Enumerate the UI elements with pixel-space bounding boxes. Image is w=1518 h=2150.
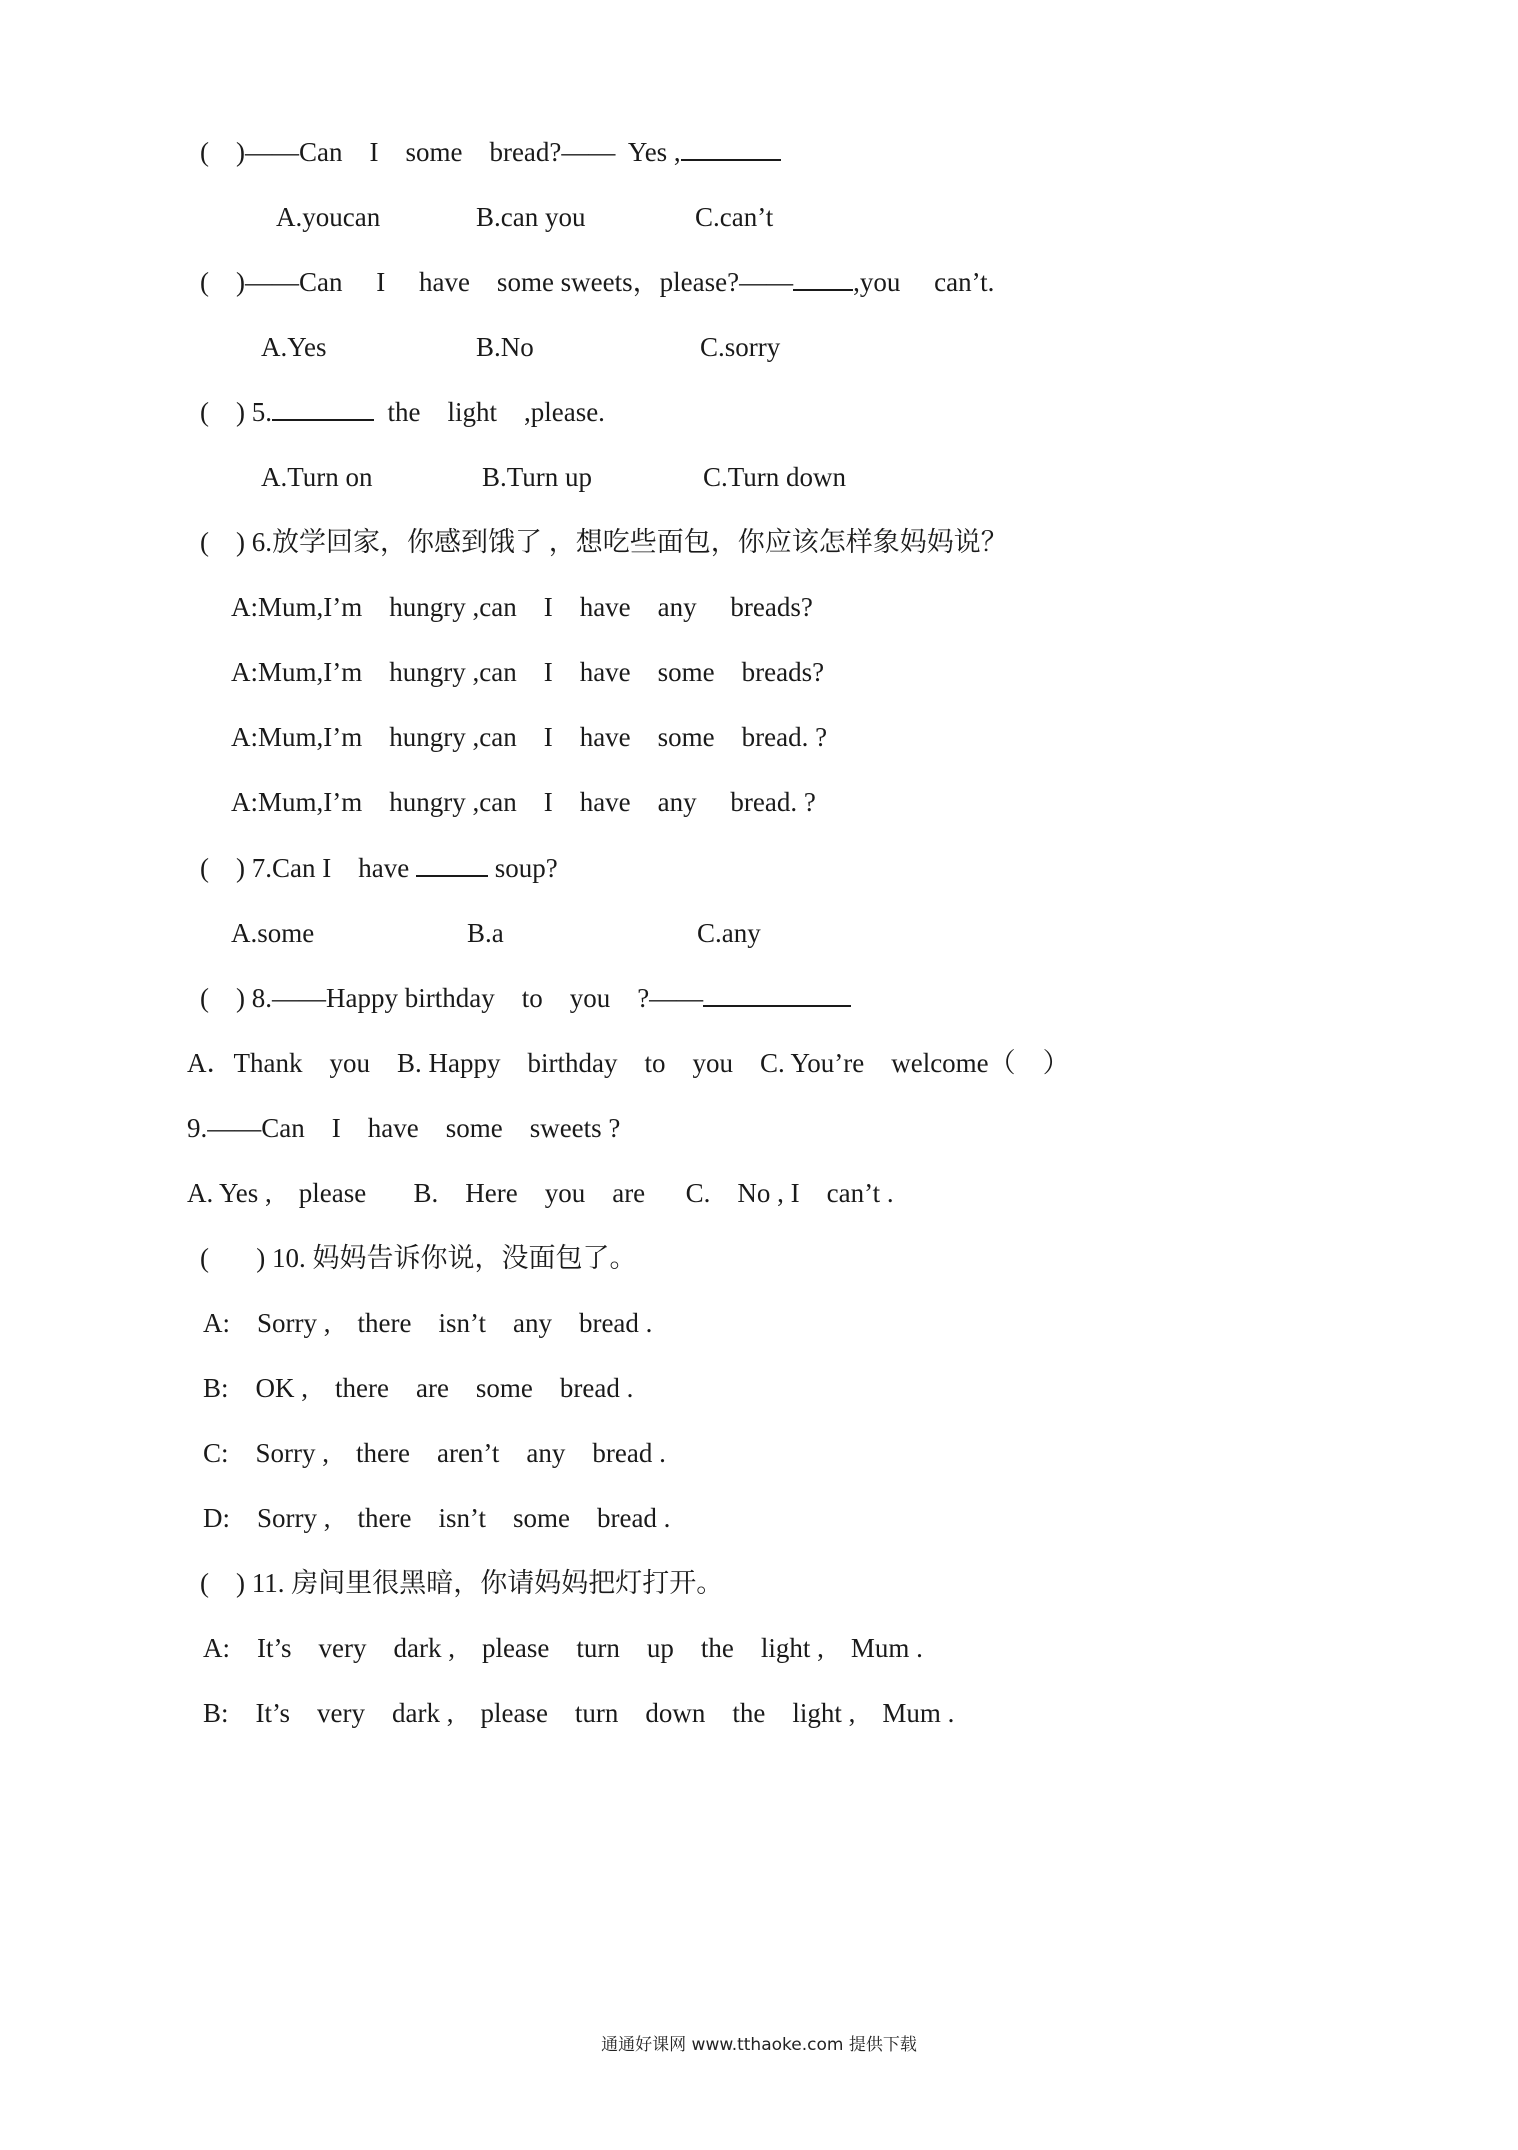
question-9: 9.——Can I have some sweets ? — [187, 1113, 621, 1143]
question-7: ( ) 7.Can I have soup? — [200, 853, 558, 883]
option-c: C.can’t — [695, 202, 774, 232]
question-8-options: A．Thank you B. Happy birthday to you C. You’re welcome（ ） — [187, 1048, 1070, 1078]
option-c: C.any — [697, 918, 761, 948]
answer-blank[interactable] — [681, 137, 781, 161]
option-c: C: Sorry , there aren’t any bread . — [203, 1438, 666, 1468]
question-4: ( )——Can I have some sweets，please?—— ,you can’t. — [200, 267, 995, 297]
question-6: ( ) 6.放学回家，你感到饿了 ，想吃些面包，你应该怎样象妈妈说？ — [200, 527, 1008, 557]
option-c: C.Turn down — [703, 462, 847, 492]
option-a: A.Yes — [261, 332, 327, 362]
question-8: ( ) 8.——Happy birthday to you ?—— — [200, 981, 851, 1015]
option-c: A:Mum,I’m hungry ,can I have some bread. ? — [231, 722, 828, 752]
option-a: A.some — [231, 918, 315, 948]
answer-blank[interactable] — [272, 397, 374, 421]
question-9-options: A. Yes , please B. Here you are C. No , I can’t . — [187, 1178, 894, 1208]
question-3: ( )——Can I some bread?—— Yes , — [200, 135, 781, 169]
question-5: ( ) 5. the light ,please. — [200, 397, 605, 427]
footer-source: 通通好课网 www.tthaoke.com 提供下载 — [601, 2035, 917, 2055]
option-b: B.a — [467, 918, 504, 948]
option-a: A: Sorry , there isn’t any bread . — [203, 1308, 653, 1338]
question-10: ( ) 10. 妈妈告诉你说，没面包了。 — [200, 1243, 637, 1273]
option-b: B.No — [476, 332, 534, 362]
answer-blank[interactable] — [793, 267, 853, 291]
option-a: A.youcan — [276, 202, 381, 232]
option-b: B: It’s very dark , please turn down the light , Mum . — [203, 1698, 955, 1728]
option-b: B.Turn up — [482, 462, 593, 492]
question-11: ( ) 11. 房间里很黑暗，你请妈妈把灯打开。 — [200, 1568, 724, 1598]
option-c: C.sorry — [700, 332, 781, 362]
option-d: A:Mum,I’m hungry ,can I have any bread. ? — [231, 787, 816, 817]
option-d: D: Sorry , there isn’t some bread . — [203, 1503, 671, 1533]
option-b: A:Mum,I’m hungry ,can I have some breads? — [231, 657, 825, 687]
option-b: B.can you — [476, 202, 586, 232]
option-a: A: It’s very dark , please turn up the light , Mum . — [203, 1633, 923, 1663]
option-a: A.Turn on — [261, 462, 373, 492]
option-b: B: OK , there are some bread . — [203, 1373, 634, 1403]
option-a: A:Mum,I’m hungry ,can I have any breads? — [231, 592, 813, 622]
answer-blank[interactable] — [703, 983, 851, 1007]
answer-blank[interactable] — [416, 853, 488, 877]
